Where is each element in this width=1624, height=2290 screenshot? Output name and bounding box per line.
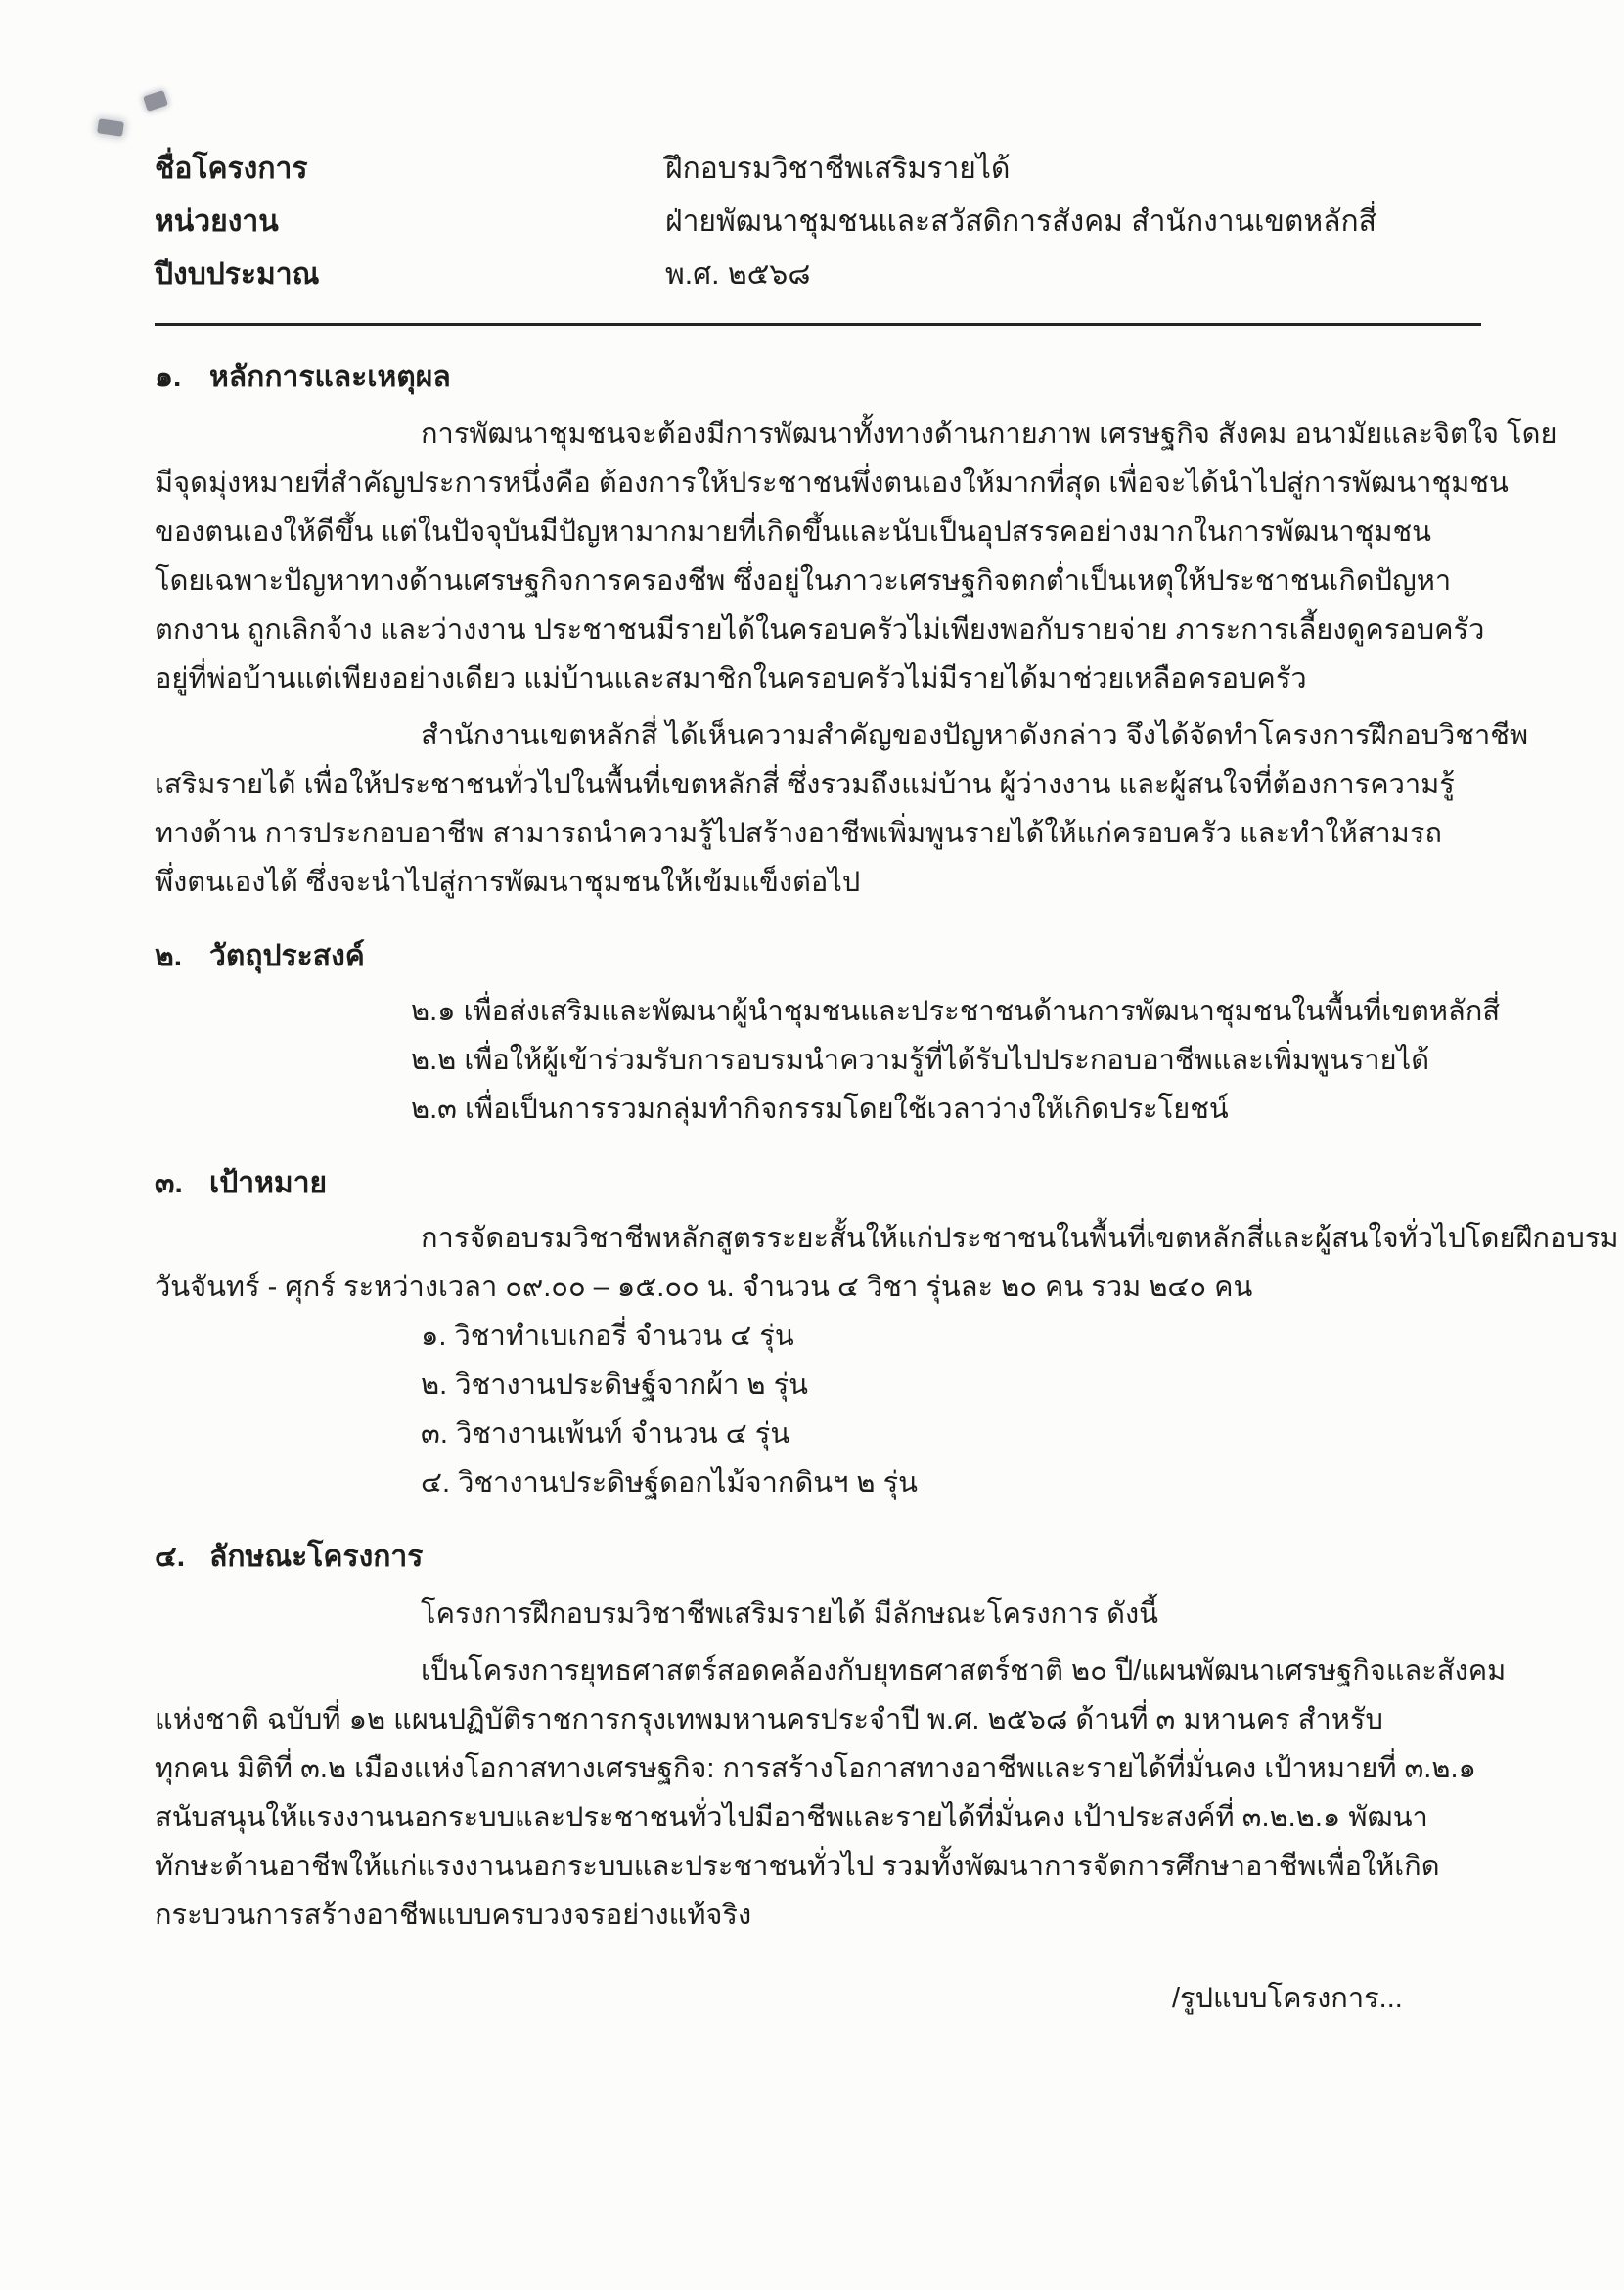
section-principle [155,353,1557,907]
course-item: ๔. วิชางานประดิษฐ์ดอกไม้จากดินฯ ๒ รุ่น [421,1467,919,1499]
section-title: เป้าหมาย [209,1167,328,1199]
paragraph [155,711,1529,907]
scan-artifact [143,90,168,112]
divider [155,323,1481,326]
paragraph [155,1214,1619,1312]
paragraph-line: เป็นโครงการยุทธศาสตร์สอดคล้องกับยุทธศาสตร์ชาติ ๒๐ ปี/แผนพัฒนาเศรษฐกิจและสังคม [421,1655,1507,1686]
paragraph-line: มีจุดมุ่งหมายที่สำคัญประการหนึ่งคือ ต้องการให้ประชาชนพึ่งตนเองให้มากที่สุด เพื่อจะได้นำไปสู่การพัฒนาชุมชน [155,468,1509,499]
paragraph-line: พึ่งตนเองได้ ซึ่งจะนำไปสู่การพัฒนาชุมชนให้เข้มแข็งต่อไป [155,867,861,898]
field-row-agency [155,196,1479,248]
paragraph-line: อยู่ที่พ่อบ้านแต่เพียงอย่างเดียว แม่บ้านและสมาชิกในครอบครัวไม่มีรายได้มาช่วยเหลือครอบครัว [155,663,1307,695]
field-value: ฝ่ายพัฒนาชุมชนและสวัสดิการสังคม สำนักงานเขตหลักสี่ [665,205,1376,238]
objective-item: ๒.๒ เพื่อให้ผู้เข้าร่วมรับการอบรมนำความรู้ที่ได้รับไปประกอบอาชีพและเพิ่มพูนรายได้ [411,1045,1430,1076]
paragraph-line: วันจันทร์ - ศุกร์ ระหว่างเวลา ๐๙.๐๐ – ๑๕.๐๐ น. จำนวน ๔ วิชา รุ่นละ ๒๐ คน รวม ๒๔๐ คน [155,1272,1253,1303]
paragraph-line: โครงการฝึกอบรมวิชาชีพเสริมรายได้ มีลักษณะโครงการ ดังนี้ [421,1598,1158,1630]
paragraph-line: เสริมรายได้ เพื่อให้ประชาชนทั่วไปในพื้นที่เขตหลักสี่ ซึ่งรวมถึงแม่บ้าน ผู้ว่างงาน และผู้สนใจที่ต้องการความรู้ [155,769,1455,800]
paragraph-line: ทุกคน มิติที่ ๓.๒ เมืองแห่งโอกาสทางเศรษฐกิจ: การสร้างโอกาสทางอาชีพและรายได้ที่มั่นคง เป้าหมายที่ ๓.๒.๑ [155,1753,1476,1784]
section-title: หลักการและเหตุผล [209,361,451,393]
paragraph-line: การจัดอบรมวิชาชีพหลักสูตรระยะสั้นให้แก่ประชาชนในพื้นที่เขตหลักสี่และผู้สนใจทั่วไปโดยฝึกอบรม [421,1223,1619,1254]
section-number: ๓. [155,1167,183,1199]
continuation-note: /รูปแบบโครงการ... [1172,1983,1403,2014]
paragraph-line: ทักษะด้านอาชีพให้แก่แรงงานนอกระบบและประชาชนทั่วไป รวมทั้งพัฒนาการจัดการศึกษาอาชีพเพื่อให้เกิด [155,1851,1440,1882]
paragraph-line: โดยเฉพาะปัญหาทางด้านเศรษฐกิจการครองชีพ ซึ่งอยู่ในภาวะเศรษฐกิจตกต่ำเป็นเหตุให้ประชาชนเกิดปัญหา [155,565,1452,597]
objective-item: ๒.๓ เพื่อเป็นการรวมกลุ่มทำกิจกรรมโดยใช้เวลาว่างให้เกิดประโยชน์ [411,1094,1229,1125]
section-heading [155,932,1479,981]
section-objectives [155,932,1501,1134]
objective-item: ๒.๑ เพื่อส่งเสริมและพัฒนาผู้นำชุมชนและประชาชนด้านการพัฒนาชุมชนในพื้นที่เขตหลักสี่ [411,996,1501,1027]
course-item: ๓. วิชางานเพ้นท์ จำนวน ๔ รุ่น [421,1418,790,1450]
course-item: ๑. วิชาทำเบเกอรี่ จำนวน ๔ รุ่น [421,1321,794,1352]
paragraph [155,410,1557,703]
paragraph-line: แห่งชาติ ฉบับที่ ๑๒ แผนปฏิบัติราชการกรุงเทพมหานครประจำปี พ.ศ. ๒๕๖๘ ด้านที่ ๓ มหานคร สำหรับ [155,1704,1383,1735]
field-value: พ.ศ. ๒๕๖๘ [665,258,811,291]
paragraph-line: ทางด้าน การประกอบอาชีพ สามารถนำความรู้ไปสร้างอาชีพเพิ่มพูนรายได้ให้แก่ครอบครัว และทำให้สามรถ [155,818,1442,849]
scan-artifact [97,118,124,136]
title-block [155,143,1479,301]
section-title: ลักษณะโครงการ [209,1541,424,1573]
objective-list [411,987,1501,1134]
section-number: ๑. [155,361,182,393]
course-list [421,1312,1479,1507]
section-target [155,1159,1619,1507]
paragraph-line: ของตนเองให้ดีขึ้น แต่ในปัจจุบันมีปัญหามากมายที่เกิดขึ้นและนับเป็นอุปสรรคอย่างมากในการพัฒนาชุมชน [155,516,1431,548]
section-number: ๒. [155,940,183,972]
section-heading [155,1533,1479,1582]
section-number: ๔. [155,1541,186,1573]
course-item: ๒. วิชางานประดิษฐ์จากผ้า ๒ รุ่น [421,1370,809,1401]
paragraph-line: ตกงาน ถูกเลิกจ้าง และว่างงาน ประชาชนมีรายได้ในครอบครัวไม่เพียงพอกับรายจ่าย ภาระการเลี้ยงดูครอบครัว [155,614,1485,646]
paragraph [155,1646,1507,1940]
section-project-type [155,1533,1507,1940]
field-label: ชื่อโครงการ [155,153,308,185]
paragraph-line: สำนักงานเขตหลักสี่ ได้เห็นความสำคัญของปัญหาดังกล่าว จึงได้จัดทำโครงการฝึกอบวิชาชีพ [421,720,1529,751]
paragraph-line: การพัฒนาชุมชนจะต้องมีการพัฒนาทั้งทางด้านกายภาพ เศรษฐกิจ สังคม อนามัยและจิตใจ โดย [421,419,1557,450]
paragraph-line: กระบวนการสร้างอาชีพแบบครบวงจรอย่างแท้จริง [155,1900,752,1931]
field-row-fiscal-year [155,248,1479,301]
field-row-project-name [155,143,1479,196]
section-title: วัตถุประสงค์ [209,940,365,972]
paragraph-line: สนับสนุนให้แรงงานนอกระบบและประชาชนทั่วไปมีอาชีพและรายได้ที่มั่นคง เป้าประสงค์ที่ ๓.๒.๒.๑ พัฒนา [155,1802,1428,1833]
section-heading [155,1159,1479,1208]
field-value: ฝึกอบรมวิชาชีพเสริมรายได้ [665,153,1011,185]
paragraph [155,1590,1479,1639]
field-label: ปีงบประมาณ [155,258,320,291]
section-heading [155,353,1479,402]
field-label: หน่วยงาน [155,205,279,238]
